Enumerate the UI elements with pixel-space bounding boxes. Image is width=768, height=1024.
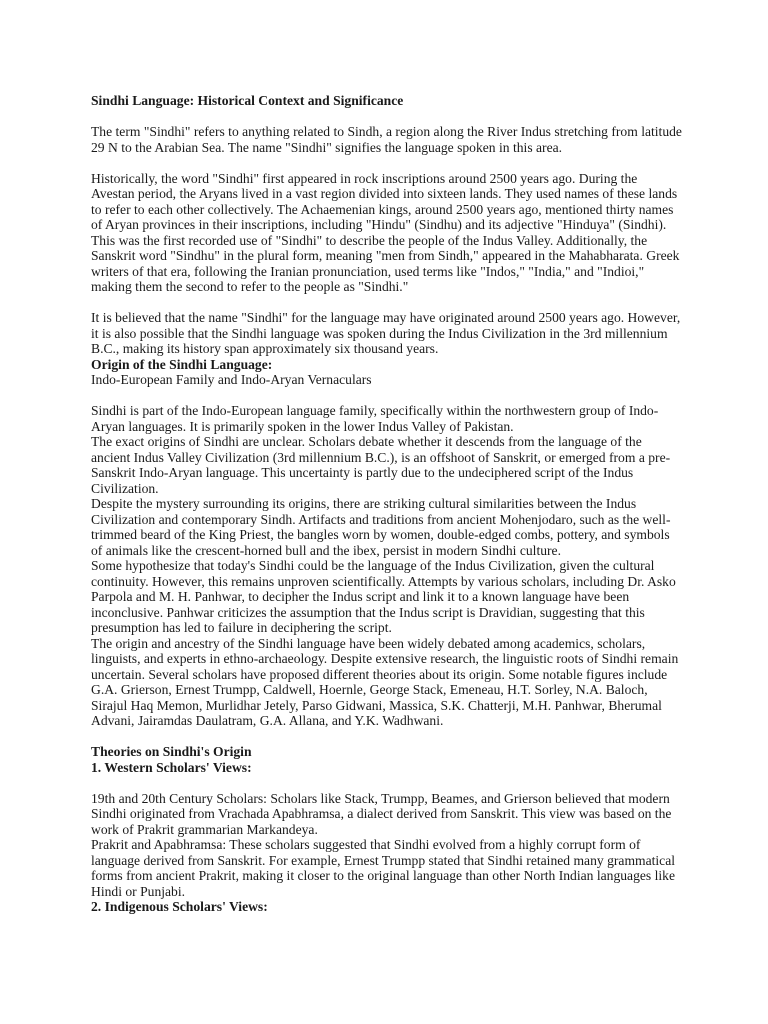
paragraph: The origin and ancestry of the Sindhi language have been widely debated among academics, scholars, linguists, and experts in ethno-archaeology. Despite extensive research, the linguistic roots of Sindhi remain uncertain. Several scholars have proposed different theories about its origin. Some notable figures include G.A. Grierson, Ernest Trumpp, Caldwell, Hoernle, George Stack, Emeneau, H.T. Sorley, N.A. Baloch, Sirajul Haq Memon, Murlidhar Jetely, Parso Gidwani, Massica, S.K. Chatterji, M.H. Panhwar, Bherumal Advani, Jairamdas Daulatram, G.A. Allana, and Y.K. Wadhwani. <box>91 635 679 728</box>
paragraph: Despite the mystery surrounding its origins, there are striking cultural similarities between the Indus Civilization and contemporary Sindh. Artifacts and traditions from ancient Mohenjodaro, such as the well-trimmed beard of the King Priest, the bangles worn by women, double-edged combs, pottery, and symbols of animals like the crescent-horned bull and the ibex, persist in modern Sindhi culture. <box>91 496 671 558</box>
paragraph: The exact origins of Sindhi are unclear. Scholars debate whether it descends from the language of the ancient Indus Valley Civilization (3rd millennium B.C.), is an offshoot of Sanskrit, or emerged from a pre-Sanskrit Indo-Aryan language. This uncertainty is partly due to the undeciphered script of the Indus Civilization. <box>91 434 671 496</box>
paragraph: The term "Sindhi" refers to anything related to Sindh, a region along the River Indus stretching from latitude 29 N to the Arabian Sea. The name "Sindhi" signifies the language spoken in this area. <box>91 124 682 155</box>
paragraph: Prakrit and Apabhramsa: These scholars suggested that Sindhi evolved from a highly corrupt form of language derived from Sanskrit. For example, Ernest Trumpp stated that Sindhi retained many grammatical forms from ancient Prakrit, making it closer to the original language than other North Indian languages like Hindi or Punjabi. <box>91 837 676 899</box>
document-body <box>91 124 683 915</box>
document-page <box>91 93 683 915</box>
section-heading: Theories on Sindhi's Origin <box>91 744 252 759</box>
section-heading: Origin of the Sindhi Language: <box>91 356 273 372</box>
paragraph: It is believed that the name "Sindhi" for the language may have originated around 2500 years ago. However, it is also possible that the Sindhi language was spoken during the Indus Civilization in the 3rd millennium B.C., making its history span approximately six thousand years. <box>91 310 681 356</box>
paragraph: 19th and 20th Century Scholars: Scholars like Stack, Trumpp, Beames, and Grierson believed that modern Sindhi originated from Vrachada Apabhramsa, a dialect derived from Sanskrit. This view was based on the work of Prakrit grammarian Markandeya. <box>91 790 672 837</box>
section-heading: 2. Indigenous Scholars' Views: <box>91 899 268 914</box>
section-heading: 1. Western Scholars' Views: <box>91 759 252 775</box>
document-title: Sindhi Language: Historical Context and Significance <box>91 93 404 108</box>
paragraph: Some hypothesize that today's Sindhi could be the language of the Indus Civilization, given the cultural continuity. However, this remains unproven scientifically. Attempts by various scholars, including Dr. Asko Parpola and M. H. Panhwar, to decipher the Indus script and link it to a known language have been inconclusive. Panhwar criticizes the assumption that the Indus script is Dravidian, suggesting that this presumption has led to failure in deciphering the script. <box>91 558 676 635</box>
paragraph: Sindhi is part of the Indo-European language family, specifically within the northwestern group of Indo-Aryan languages. It is primarily spoken in the lower Indus Valley of Pakistan. <box>91 403 659 434</box>
paragraph: Historically, the word "Sindhi" first appeared in rock inscriptions around 2500 years ago. During the Avestan period, the Aryans lived in a vast region divided into sixteen lands. They used names of these lands to refer to each other collectively. The Achaemenian kings, around 2500 years ago, mentioned thirty names of Aryan provinces in their inscriptions, including "Hindu" (Sindhu) and its adjective "Hinduya" (Sindhi). This was the first recorded use of "Sindhi" to describe the people of the Indus Valley. Additionally, the Sanskrit word "Sindhu" in the plural form, meaning "men from Sindh," appeared in the Mahabharata. Greek writers of that era, following the Iranian pronunciation, used terms like "Indos," "India," and "Indioi," making them the second to refer to the people as "Sindhi." <box>91 170 680 294</box>
paragraph: Indo-European Family and Indo-Aryan Vernaculars <box>91 372 372 387</box>
